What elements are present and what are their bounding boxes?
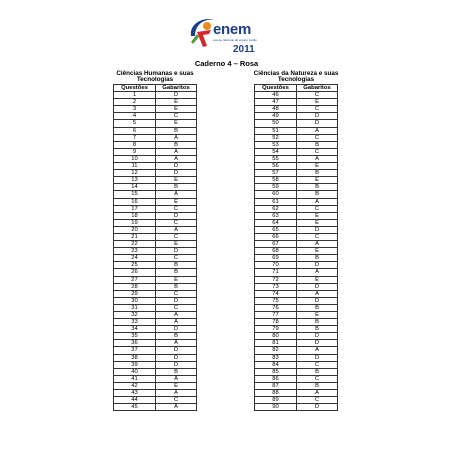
question-number-cell: 81 xyxy=(255,340,297,347)
table-row xyxy=(255,397,338,404)
question-number-cell: 84 xyxy=(255,361,297,368)
table-row xyxy=(114,219,197,226)
question-number-cell: 63 xyxy=(255,212,297,219)
table-row xyxy=(114,375,197,382)
answer-key-cell: A xyxy=(156,319,197,326)
table-row xyxy=(114,319,197,326)
table-row xyxy=(255,262,338,269)
table-header-row xyxy=(114,85,197,92)
question-number-cell: 75 xyxy=(255,297,297,304)
answer-key-cell: C xyxy=(297,92,338,99)
question-number-cell: 62 xyxy=(255,205,297,212)
table-row xyxy=(114,397,197,404)
table-row xyxy=(114,354,197,361)
answer-key-cell: C xyxy=(156,113,197,120)
answer-key-cell: D xyxy=(156,354,197,361)
answer-key-cell: B xyxy=(156,262,197,269)
question-number-cell: 53 xyxy=(255,141,297,148)
table-row xyxy=(255,163,338,170)
question-number-cell: 49 xyxy=(255,113,297,120)
table-row xyxy=(255,184,338,191)
table-row xyxy=(114,141,197,148)
table-row xyxy=(255,155,338,162)
answer-key-cell: D xyxy=(156,297,197,304)
answer-key-cell: A xyxy=(156,375,197,382)
column-header-questoes: Questões xyxy=(255,85,297,92)
question-number-cell: 89 xyxy=(255,397,297,404)
question-number-cell: 50 xyxy=(255,120,297,127)
table-row xyxy=(114,226,197,233)
table-row xyxy=(114,304,197,311)
answer-key-cell: D xyxy=(297,340,338,347)
answer-key-cell: A xyxy=(297,390,338,397)
answer-key-cell: A xyxy=(156,390,197,397)
table-row xyxy=(114,113,197,120)
table-row xyxy=(114,163,197,170)
answer-key-cell: D xyxy=(156,163,197,170)
answer-key-cell: A xyxy=(297,198,338,205)
question-number-cell: 70 xyxy=(255,262,297,269)
answer-table xyxy=(254,84,338,411)
table-row xyxy=(114,404,197,411)
answer-key-cell: D xyxy=(156,248,197,255)
table-row xyxy=(255,219,338,226)
table-row xyxy=(114,177,197,184)
question-number-cell: 67 xyxy=(255,241,297,248)
question-number-cell: 86 xyxy=(255,375,297,382)
question-number-cell: 78 xyxy=(255,319,297,326)
question-number-cell: 20 xyxy=(114,226,156,233)
answer-key-cell: D xyxy=(297,354,338,361)
answer-key-cell: C xyxy=(156,255,197,262)
question-number-cell: 79 xyxy=(255,326,297,333)
table-row xyxy=(255,390,338,397)
answer-key-cell: D xyxy=(156,92,197,99)
answer-key-cell: C xyxy=(297,134,338,141)
table-row xyxy=(255,212,338,219)
answer-key-cell: D xyxy=(297,404,338,411)
answer-key-cell: B xyxy=(297,326,338,333)
question-number-cell: 54 xyxy=(255,148,297,155)
question-number-cell: 73 xyxy=(255,283,297,290)
answer-key-cell: B xyxy=(297,141,338,148)
enem-tagline: exame nacional do ensino médio xyxy=(213,38,257,42)
question-number-cell: 80 xyxy=(255,333,297,340)
table-row xyxy=(114,333,197,340)
answer-key-cell: E xyxy=(156,382,197,389)
answer-key-cell: A xyxy=(156,134,197,141)
answer-key-cell: A xyxy=(297,269,338,276)
answer-key-cell: A xyxy=(156,340,197,347)
answer-key-cell: E xyxy=(156,99,197,106)
answer-key-cell: C xyxy=(156,397,197,404)
table-row xyxy=(255,99,338,106)
question-number-cell: 52 xyxy=(255,134,297,141)
question-number-cell: 26 xyxy=(114,269,156,276)
table-row xyxy=(255,106,338,113)
question-number-cell: 56 xyxy=(255,163,297,170)
answer-key-cell: A xyxy=(297,127,338,134)
table-row xyxy=(114,233,197,240)
table-row xyxy=(255,141,338,148)
table-header-row xyxy=(255,85,338,92)
table-row xyxy=(255,304,338,311)
answer-key-cell: A xyxy=(297,347,338,354)
answer-key-cell: B xyxy=(156,368,197,375)
table-row xyxy=(255,368,338,375)
answer-key-cell: B xyxy=(156,184,197,191)
table-row xyxy=(114,170,197,177)
table-row xyxy=(255,312,338,319)
answer-key-cell: D xyxy=(297,333,338,340)
question-number-cell: 45 xyxy=(114,404,156,411)
table-row xyxy=(255,347,338,354)
answer-key-cell: E xyxy=(156,177,197,184)
table-row xyxy=(114,205,197,212)
caderno-title: Caderno 4 – Rosa xyxy=(194,59,259,68)
answer-key-cell: D xyxy=(297,262,338,269)
question-number-cell: 42 xyxy=(114,382,156,389)
table-row xyxy=(114,127,197,134)
answer-key-cell: D xyxy=(297,120,338,127)
table-row xyxy=(114,134,197,141)
table-row xyxy=(114,390,197,397)
answer-key-cell: B xyxy=(297,368,338,375)
table-row xyxy=(255,269,338,276)
table-row xyxy=(255,198,338,205)
question-number-cell: 76 xyxy=(255,304,297,311)
table-row xyxy=(114,283,197,290)
answer-key-cell: E xyxy=(156,276,197,283)
question-number-cell: 10 xyxy=(114,155,156,162)
answer-key-cell: C xyxy=(297,148,338,155)
table-row xyxy=(114,99,197,106)
table-row xyxy=(255,326,338,333)
question-number-cell: 25 xyxy=(114,262,156,269)
table-row xyxy=(114,262,197,269)
answer-key-cell: E xyxy=(297,312,338,319)
question-number-cell: 69 xyxy=(255,255,297,262)
answer-key-cell: D xyxy=(297,283,338,290)
question-number-cell: 57 xyxy=(255,170,297,177)
table-row xyxy=(255,297,338,304)
table-row xyxy=(114,212,197,219)
question-number-cell: 43 xyxy=(114,390,156,397)
answer-key-cell: D xyxy=(297,297,338,304)
answer-key-cell: A xyxy=(297,155,338,162)
table-row xyxy=(114,106,197,113)
table-row xyxy=(114,120,197,127)
section-humanas xyxy=(113,71,197,411)
table-row xyxy=(114,269,197,276)
question-number-cell: 66 xyxy=(255,233,297,240)
question-number-cell: 12 xyxy=(114,170,156,177)
answer-key-cell: C xyxy=(156,233,197,240)
table-row xyxy=(255,170,338,177)
table-row xyxy=(114,276,197,283)
table-row xyxy=(114,148,197,155)
question-number-cell: 31 xyxy=(114,304,156,311)
question-number-cell: 1 xyxy=(114,92,156,99)
answer-key-cell: E xyxy=(156,106,197,113)
answer-key-cell: D xyxy=(156,326,197,333)
question-number-cell: 34 xyxy=(114,326,156,333)
answer-key-cell: C xyxy=(297,233,338,240)
enem-brand-text: enem xyxy=(213,21,251,38)
table-row xyxy=(255,233,338,240)
table-row xyxy=(114,312,197,319)
answer-key-cell: A xyxy=(297,290,338,297)
question-number-cell: 59 xyxy=(255,184,297,191)
answer-key-cell: A xyxy=(156,404,197,411)
table-row xyxy=(255,92,338,99)
question-number-cell: 90 xyxy=(255,404,297,411)
answer-key-cell: D xyxy=(156,170,197,177)
table-row xyxy=(255,134,338,141)
question-number-cell: 5 xyxy=(114,120,156,127)
column-header-questoes: Questões xyxy=(114,85,156,92)
question-number-cell: 60 xyxy=(255,191,297,198)
answer-key-cell: B xyxy=(156,269,197,276)
question-number-cell: 2 xyxy=(114,99,156,106)
question-number-cell: 19 xyxy=(114,219,156,226)
column-header-gabaritos: Gabaritos xyxy=(156,85,197,92)
table-row xyxy=(255,404,338,411)
table-row xyxy=(114,198,197,205)
question-number-cell: 28 xyxy=(114,283,156,290)
question-number-cell: 71 xyxy=(255,269,297,276)
answer-table xyxy=(113,84,197,411)
answer-key-cell: E xyxy=(156,198,197,205)
question-number-cell: 38 xyxy=(114,354,156,361)
answer-key-cell: C xyxy=(297,361,338,368)
question-number-cell: 36 xyxy=(114,340,156,347)
question-number-cell: 44 xyxy=(114,397,156,404)
table-row xyxy=(255,361,338,368)
question-number-cell: 37 xyxy=(114,347,156,354)
table-row xyxy=(114,297,197,304)
answer-key-cell: B xyxy=(156,127,197,134)
table-row xyxy=(255,333,338,340)
question-number-cell: 4 xyxy=(114,113,156,120)
question-number-cell: 46 xyxy=(255,92,297,99)
table-row xyxy=(255,290,338,297)
table-row xyxy=(255,205,338,212)
table-row xyxy=(114,155,197,162)
answer-key-cell: B xyxy=(297,319,338,326)
answer-key-cell: E xyxy=(297,219,338,226)
question-number-cell: 83 xyxy=(255,354,297,361)
answer-key-cell: E xyxy=(297,163,338,170)
section-title: Ciências da Natureza e suas Tecnologias xyxy=(253,70,339,84)
question-number-cell: 72 xyxy=(255,276,297,283)
answer-key-cell: D xyxy=(297,226,338,233)
answer-key-cell: C xyxy=(297,397,338,404)
table-row xyxy=(114,241,197,248)
table-row xyxy=(114,92,197,99)
question-number-cell: 17 xyxy=(114,205,156,212)
answer-key-cell: A xyxy=(156,155,197,162)
answer-key-cell: B xyxy=(297,170,338,177)
table-row xyxy=(114,368,197,375)
table-row xyxy=(114,191,197,198)
answer-key-cell: B xyxy=(297,184,338,191)
table-row xyxy=(255,340,338,347)
question-number-cell: 21 xyxy=(114,233,156,240)
table-row xyxy=(255,319,338,326)
question-number-cell: 9 xyxy=(114,148,156,155)
question-number-cell: 64 xyxy=(255,219,297,226)
answer-key-cell: E xyxy=(297,99,338,106)
section-title: Ciências Humanas e suas Tecnologias xyxy=(116,70,194,84)
answer-key-cell: D xyxy=(297,113,338,120)
question-number-cell: 14 xyxy=(114,184,156,191)
question-number-cell: 87 xyxy=(255,382,297,389)
table-row xyxy=(114,340,197,347)
answer-key-cell: E xyxy=(156,120,197,127)
question-number-cell: 23 xyxy=(114,248,156,255)
answer-key-cell: A xyxy=(156,226,197,233)
table-row xyxy=(114,361,197,368)
question-number-cell: 7 xyxy=(114,134,156,141)
question-number-cell: 74 xyxy=(255,290,297,297)
answer-key-cell: B xyxy=(297,304,338,311)
answer-key-cell: C xyxy=(156,290,197,297)
answer-key-cell: A xyxy=(156,148,197,155)
table-row xyxy=(114,382,197,389)
question-number-cell: 3 xyxy=(114,106,156,113)
question-number-cell: 40 xyxy=(114,368,156,375)
answer-key-cell: C xyxy=(297,375,338,382)
table-row xyxy=(255,191,338,198)
table-row xyxy=(255,113,338,120)
question-number-cell: 48 xyxy=(255,106,297,113)
question-number-cell: 24 xyxy=(114,255,156,262)
answer-key-cell: A xyxy=(156,312,197,319)
answer-key-cell: E xyxy=(297,276,338,283)
table-row xyxy=(255,255,338,262)
answer-key-cell: B xyxy=(297,382,338,389)
table-row xyxy=(255,354,338,361)
answer-table-body xyxy=(255,92,338,411)
question-number-cell: 16 xyxy=(114,198,156,205)
question-number-cell: 33 xyxy=(114,319,156,326)
question-number-cell: 85 xyxy=(255,368,297,375)
answer-key-cell: A xyxy=(156,191,197,198)
answer-key-cell: B xyxy=(156,141,197,148)
answer-key-cell: B xyxy=(297,255,338,262)
answer-key-cell: E xyxy=(297,212,338,219)
answer-key-cell: D xyxy=(156,212,197,219)
question-number-cell: 58 xyxy=(255,177,297,184)
question-number-cell: 22 xyxy=(114,241,156,248)
question-number-cell: 65 xyxy=(255,226,297,233)
table-row xyxy=(255,248,338,255)
table-row xyxy=(255,382,338,389)
question-number-cell: 11 xyxy=(114,163,156,170)
table-row xyxy=(114,326,197,333)
table-row xyxy=(255,120,338,127)
question-number-cell: 8 xyxy=(114,141,156,148)
question-number-cell: 32 xyxy=(114,312,156,319)
question-number-cell: 15 xyxy=(114,191,156,198)
table-row xyxy=(114,248,197,255)
question-number-cell: 47 xyxy=(255,99,297,106)
table-row xyxy=(114,184,197,191)
question-number-cell: 18 xyxy=(114,212,156,219)
question-number-cell: 77 xyxy=(255,312,297,319)
question-number-cell: 82 xyxy=(255,347,297,354)
table-row xyxy=(114,347,197,354)
answer-key-cell: C xyxy=(297,205,338,212)
table-row xyxy=(114,255,197,262)
question-number-cell: 35 xyxy=(114,333,156,340)
question-number-cell: 13 xyxy=(114,177,156,184)
answer-key-cell: D xyxy=(156,347,197,354)
answer-key-cell: E xyxy=(297,177,338,184)
enem-year: 2011 xyxy=(233,44,255,55)
answer-key-cell: C xyxy=(297,106,338,113)
answer-table-body xyxy=(114,92,197,411)
question-number-cell: 30 xyxy=(114,297,156,304)
question-number-cell: 41 xyxy=(114,375,156,382)
answer-key-cell: B xyxy=(297,191,338,198)
question-number-cell: 68 xyxy=(255,248,297,255)
question-number-cell: 61 xyxy=(255,198,297,205)
table-row xyxy=(255,241,338,248)
answer-key-cell: C xyxy=(156,205,197,212)
table-row xyxy=(255,283,338,290)
question-number-cell: 39 xyxy=(114,361,156,368)
answer-key-cell: A xyxy=(297,241,338,248)
question-number-cell: 6 xyxy=(114,127,156,134)
question-number-cell: 88 xyxy=(255,390,297,397)
question-number-cell: 29 xyxy=(114,290,156,297)
table-row xyxy=(255,148,338,155)
answer-key-cell: E xyxy=(297,248,338,255)
answer-key-cell: C xyxy=(156,304,197,311)
answer-key-cell: B xyxy=(156,283,197,290)
question-number-cell: 51 xyxy=(255,127,297,134)
question-number-cell: 55 xyxy=(255,155,297,162)
answer-key-cell: D xyxy=(156,361,197,368)
section-natureza xyxy=(254,71,338,411)
table-row xyxy=(255,226,338,233)
answer-key-cell: B xyxy=(156,333,197,340)
table-row xyxy=(255,177,338,184)
question-number-cell: 27 xyxy=(114,276,156,283)
column-header-gabaritos: Gabaritos xyxy=(297,85,338,92)
answer-key-cell: E xyxy=(156,241,197,248)
table-row xyxy=(255,276,338,283)
table-row xyxy=(255,127,338,134)
answer-key-cell: C xyxy=(156,219,197,226)
enem-logo xyxy=(185,14,275,54)
table-row xyxy=(114,290,197,297)
table-row xyxy=(255,375,338,382)
